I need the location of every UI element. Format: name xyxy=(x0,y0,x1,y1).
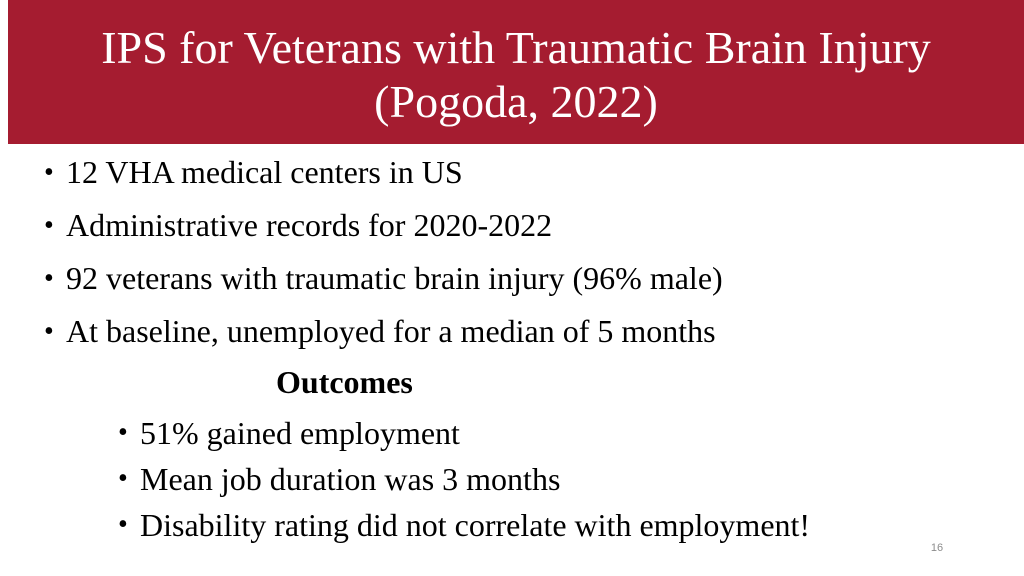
bullet-icon: • xyxy=(44,263,54,294)
outcome-text: Disability rating did not correlate with employment! xyxy=(140,507,811,543)
bullet-text: Administrative records for 2020-2022 xyxy=(66,207,553,243)
main-bullet-list xyxy=(44,146,723,358)
bullet-icon: • xyxy=(118,509,128,540)
bullet-item-records xyxy=(44,199,723,252)
bullet-text: 92 veterans with traumatic brain injury (96% male) xyxy=(66,260,723,296)
page-number: 16 xyxy=(930,542,944,554)
bullet-item-baseline xyxy=(44,305,723,358)
slide-title: IPS for Veterans with Traumatic Brain Injury xyxy=(101,22,931,73)
outcome-item-job-duration xyxy=(118,456,810,502)
slide-title-citation: (Pogoda, 2022) xyxy=(374,76,658,127)
bullet-item-veterans xyxy=(44,252,723,305)
bullet-icon: • xyxy=(44,316,54,347)
bullet-text: 12 VHA medical centers in US xyxy=(66,154,463,190)
bullet-item-vha-centers xyxy=(44,146,723,199)
bullet-icon: • xyxy=(118,417,128,448)
outcome-item-disability xyxy=(118,502,810,548)
outcome-text: Mean job duration was 3 months xyxy=(140,461,561,497)
outcomes-heading: Outcomes xyxy=(276,364,413,400)
bullet-text: At baseline, unemployed for a median of 5 months xyxy=(66,313,716,349)
title-banner xyxy=(8,0,1024,144)
outcomes-bullet-list xyxy=(118,410,810,548)
bullet-icon: • xyxy=(44,210,54,241)
bullet-icon: • xyxy=(44,157,54,188)
bullet-icon: • xyxy=(118,463,128,494)
outcome-item-employment xyxy=(118,410,810,456)
outcome-text: 51% gained employment xyxy=(140,415,460,451)
